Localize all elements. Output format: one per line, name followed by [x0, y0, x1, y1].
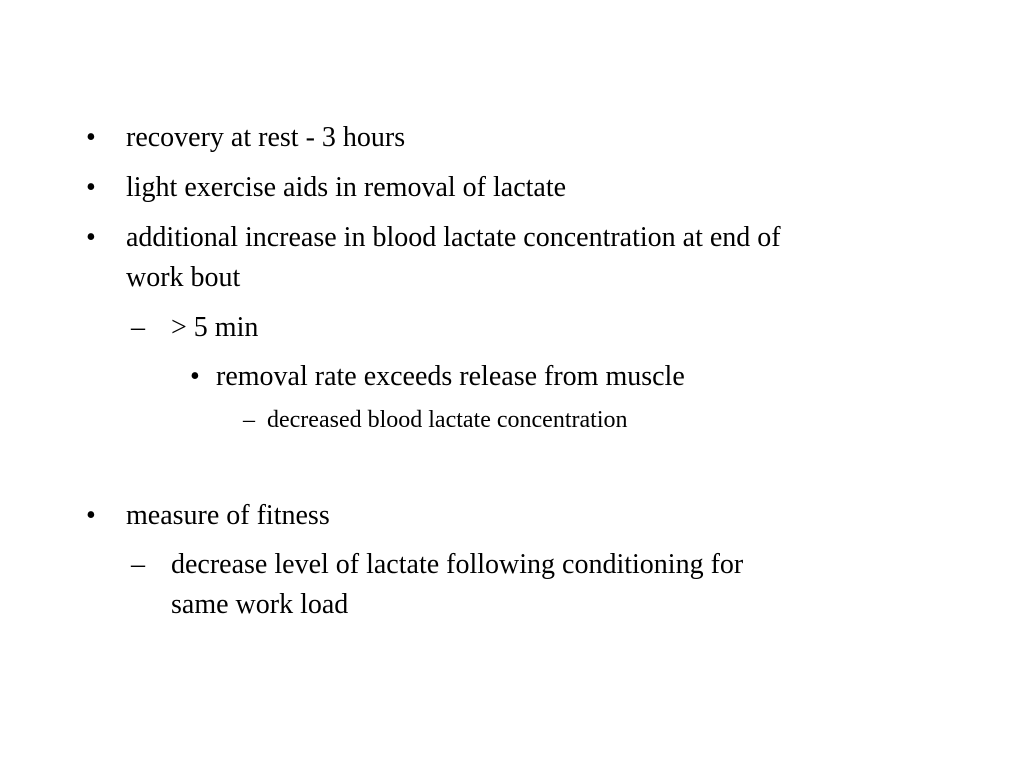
bullet-marker: • — [86, 222, 96, 253]
bullet-text: additional increase in blood lactate concentration at end of — [126, 222, 781, 253]
dash-marker: – — [131, 549, 145, 580]
sub-item-text-continuation: same work load — [171, 589, 349, 620]
bullet-text: light exercise aids in removal of lactate — [126, 172, 567, 203]
bullet-text: measure of fitness — [126, 500, 330, 531]
sub-item-text: decrease level of lactate following conditioning for — [171, 549, 744, 580]
dash-marker: – — [131, 312, 145, 343]
bullet-marker: • — [190, 361, 200, 392]
bullet-text-continuation: work bout — [126, 262, 241, 293]
bullet-marker: • — [86, 122, 96, 153]
sub-sub-item-text: removal rate exceeds release from muscle — [216, 361, 685, 392]
bullet-text: recovery at rest - 3 hours — [126, 122, 406, 153]
level4-item-text: decreased blood lactate concentration — [267, 407, 628, 433]
dash-marker: – — [243, 407, 255, 433]
bullet-marker: • — [86, 500, 96, 531]
bullet-marker: • — [86, 172, 96, 203]
sub-item-text: > 5 min — [171, 312, 259, 343]
